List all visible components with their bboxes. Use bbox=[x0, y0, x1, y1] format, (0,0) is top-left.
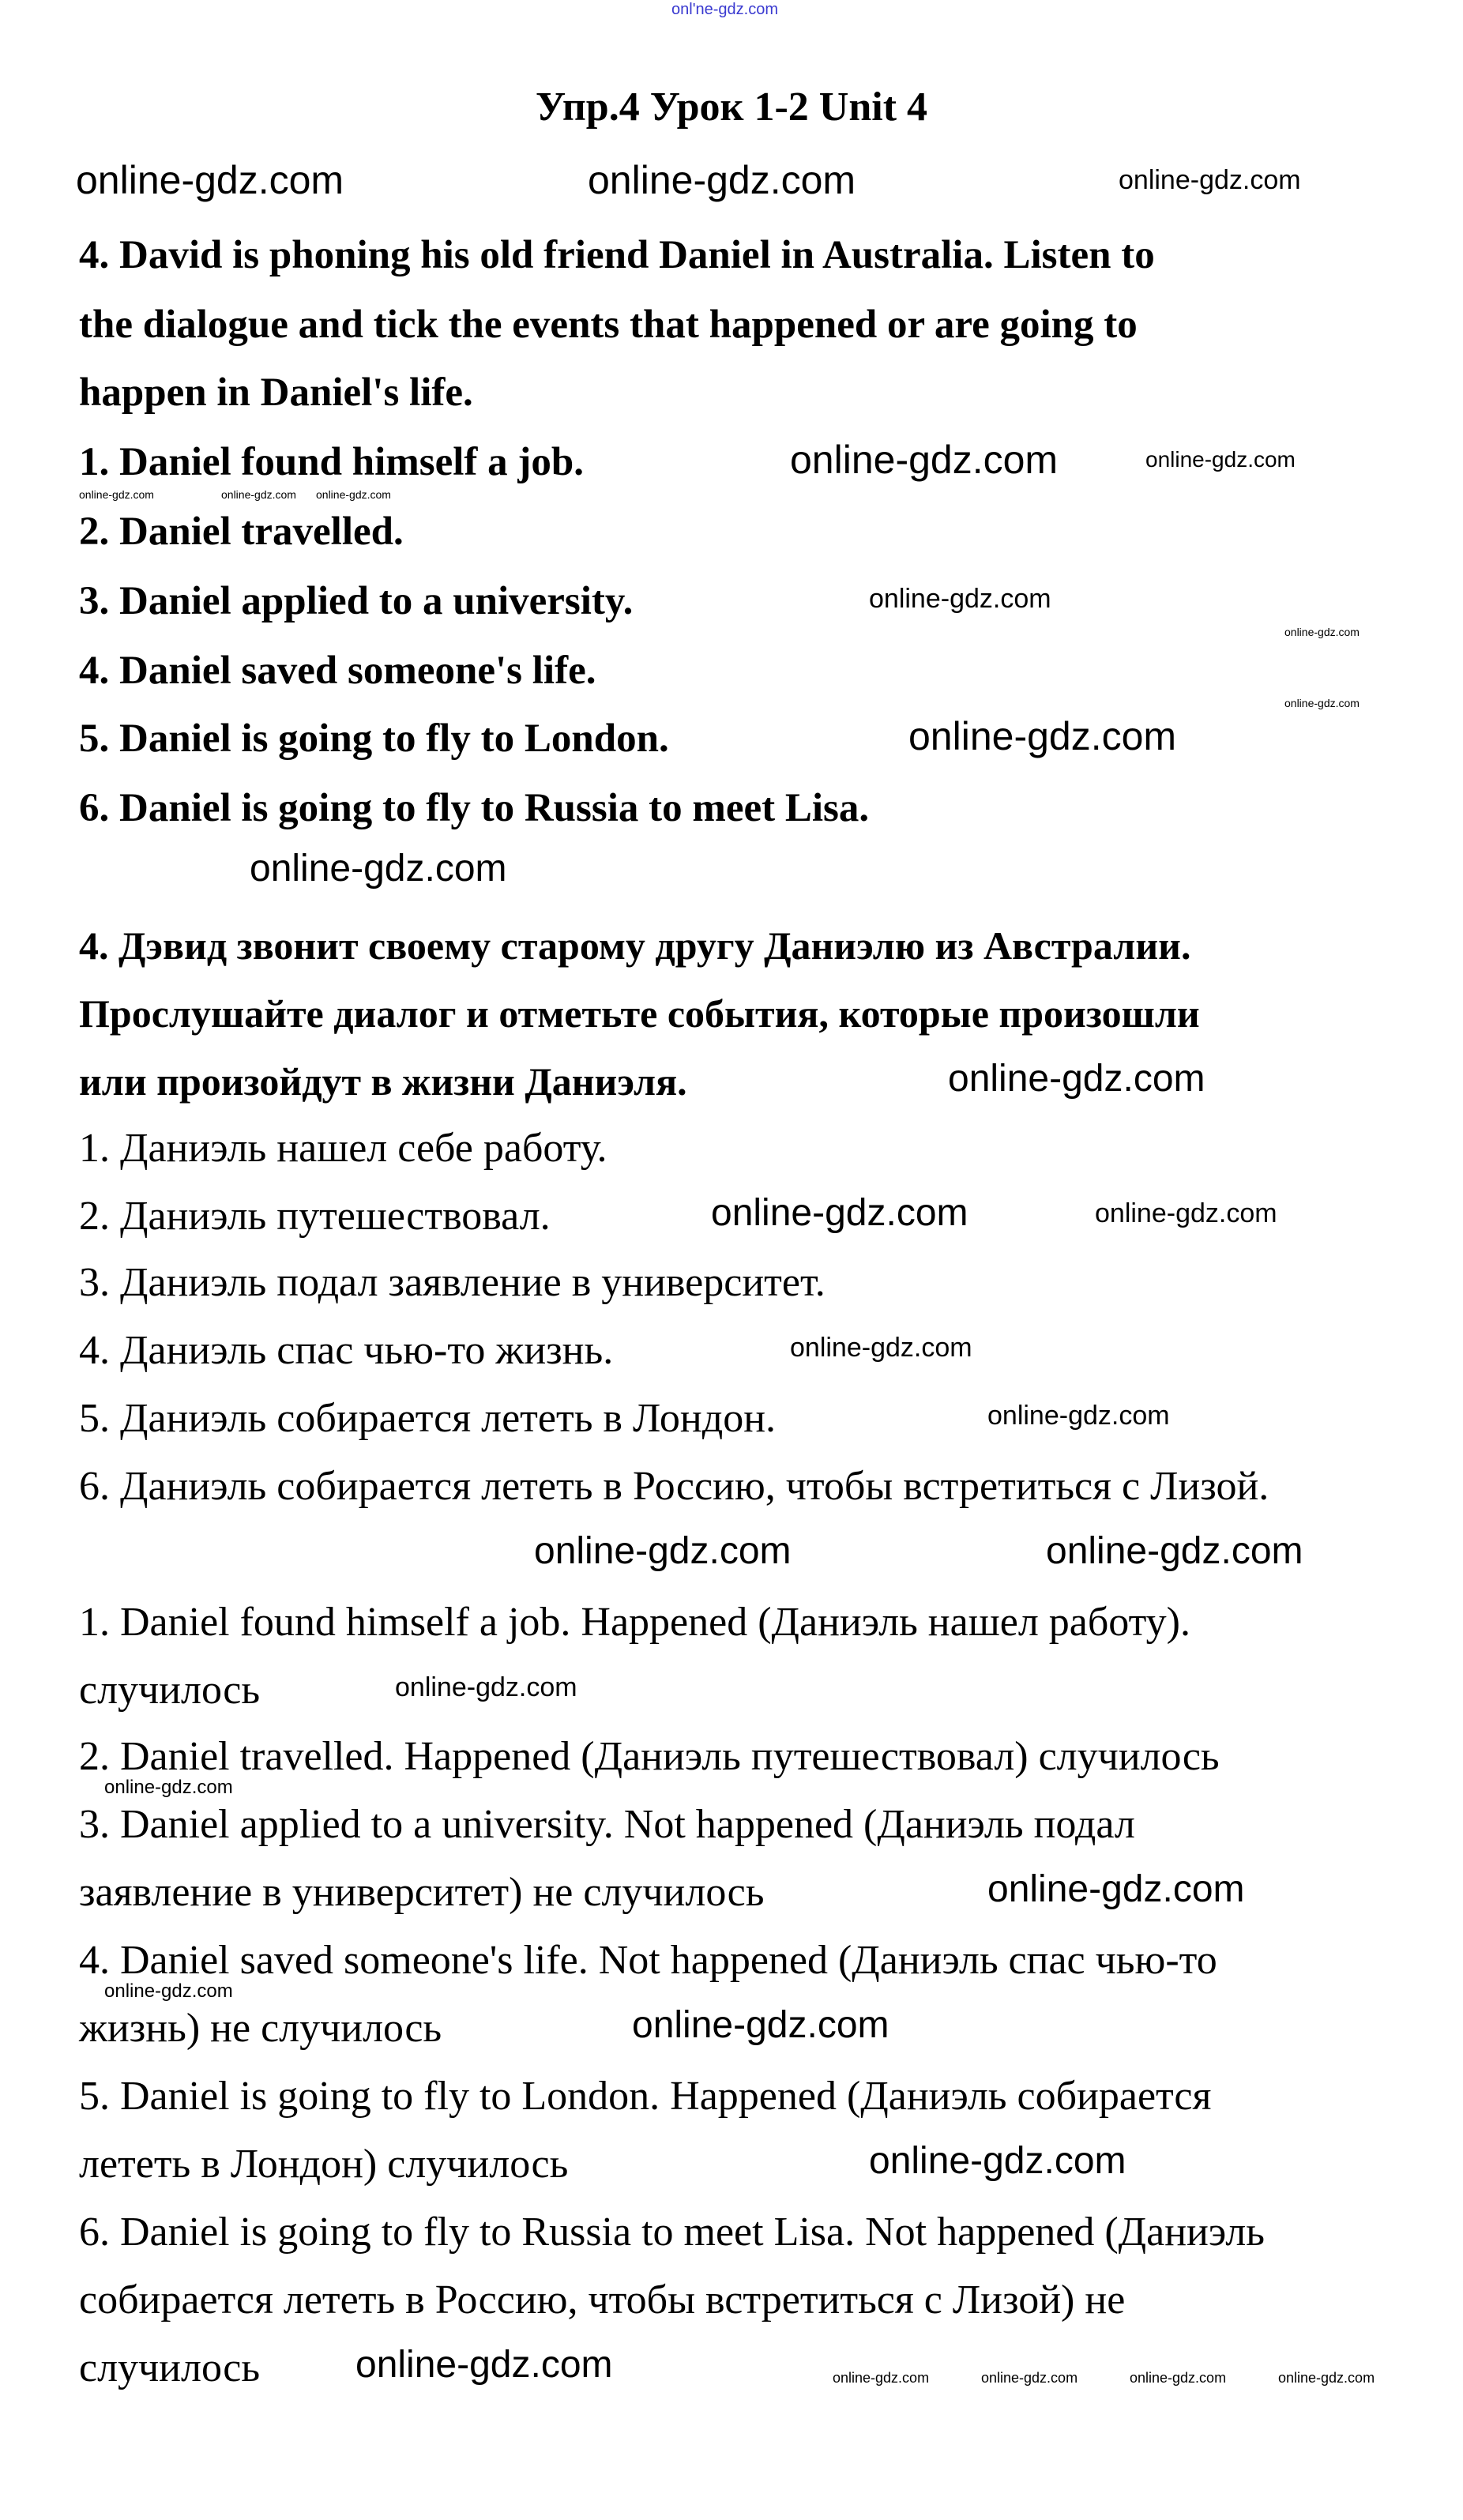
russian-task-item: 4. Даниэль спас чью-то жизнь. bbox=[79, 1328, 614, 1373]
russian-task-heading-line: Прослушайте диалог и отметьте события, которые произошли bbox=[79, 991, 1200, 1036]
english-task-line: 6. Daniel is going to fly to Russia to meet Lisa. bbox=[79, 786, 870, 830]
watermark: online-gdz.com bbox=[908, 714, 1177, 758]
watermark: online-gdz.com bbox=[1119, 165, 1301, 195]
english-task-line: 5. Daniel is going to fly to London. bbox=[79, 717, 669, 761]
watermark: online-gdz.com bbox=[1284, 626, 1360, 638]
watermark: online-gdz.com bbox=[632, 2004, 889, 2046]
watermark: online-gdz.com bbox=[104, 1980, 233, 2002]
watermark: online-gdz.com bbox=[869, 2140, 1126, 2182]
watermark: online-gdz.com bbox=[948, 1058, 1205, 1100]
russian-task-item: 5. Даниэль собирается лететь в Лондон. bbox=[79, 1396, 777, 1441]
english-task-line: 4. David is phoning his old friend Daniel in Australia. Listen to bbox=[79, 233, 1155, 277]
watermark: online-gdz.com bbox=[76, 158, 344, 202]
english-task-line: 2. Daniel travelled. bbox=[79, 510, 404, 554]
watermark: online-gdz.com bbox=[869, 584, 1051, 614]
english-task-line: 4. Daniel saved someone's life. bbox=[79, 649, 596, 693]
watermark: online-gdz.com bbox=[833, 2370, 930, 2386]
russian-task-heading-line: или произойдут в жизни Даниэля. bbox=[79, 1059, 687, 1104]
answer-line: 5. Daniel is going to fly to London. Happened (Даниэль собирается bbox=[79, 2074, 1212, 2119]
watermark: online-gdz.com bbox=[1284, 697, 1360, 709]
watermark: online-gdz.com bbox=[355, 2344, 613, 2386]
watermark: online-gdz.com bbox=[1046, 1530, 1303, 1572]
answer-line: случилось bbox=[79, 2345, 261, 2390]
page-title: Упр.4 Урок 1-2 Unit 4 bbox=[535, 85, 928, 130]
watermark: online-gdz.com bbox=[790, 1333, 972, 1363]
answer-line: лететь в Лондон) случилось bbox=[79, 2142, 569, 2187]
watermark: online-gdz.com bbox=[1130, 2370, 1227, 2386]
watermark: online-gdz.com bbox=[588, 158, 856, 202]
watermark: online-gdz.com bbox=[221, 488, 296, 501]
english-task-line: happen in Daniel's life. bbox=[79, 370, 473, 415]
watermark: online-gdz.com bbox=[1145, 447, 1296, 472]
watermark: online-gdz.com bbox=[395, 1672, 577, 1702]
answer-line: 2. Daniel travelled. Happened (Даниэль путешествовал) случилось bbox=[79, 1734, 1220, 1779]
russian-task-heading-line: 4. Дэвид звонит своему старому другу Даниэлю из Австралии. bbox=[79, 923, 1191, 968]
watermark: online-gdz.com bbox=[250, 848, 507, 890]
watermark: online-gdz.com bbox=[104, 1777, 233, 1798]
watermark: online-gdz.com bbox=[981, 2370, 1078, 2386]
watermark: online-gdz.com bbox=[790, 438, 1059, 482]
watermark: online-gdz.com bbox=[987, 1868, 1245, 1910]
answer-line: случилось bbox=[79, 1668, 261, 1713]
watermark: online-gdz.com bbox=[987, 1401, 1170, 1431]
english-task-line: the dialogue and tick the events that happened or are going to bbox=[79, 303, 1138, 347]
answer-line: 3. Daniel applied to a university. Not happened (Даниэль подал bbox=[79, 1802, 1135, 1847]
answer-line: 6. Daniel is going to fly to Russia to meet Lisa. Not happened (Даниэль bbox=[79, 2210, 1265, 2255]
english-task-line: 3. Daniel applied to a university. bbox=[79, 579, 634, 623]
answer-line: собирается лететь в Россию, чтобы встретиться с Лизой) не bbox=[79, 2277, 1126, 2323]
answer-line: 1. Daniel found himself a job. Happened (Даниэль нашел работу). bbox=[79, 1600, 1190, 1645]
watermark: online-gdz.com bbox=[534, 1530, 792, 1572]
russian-task-item: 1. Даниэль нашел себе работу. bbox=[79, 1126, 607, 1171]
russian-task-item: 6. Даниэль собирается лететь в Россию, чтобы встретиться с Лизой. bbox=[79, 1464, 1269, 1509]
russian-task-item: 3. Даниэль подал заявление в университет. bbox=[79, 1260, 826, 1305]
watermark: online-gdz.com bbox=[316, 488, 391, 501]
watermark: online-gdz.com bbox=[79, 488, 154, 501]
watermark: online-gdz.com bbox=[1278, 2370, 1375, 2386]
english-task-line: 1. Daniel found himself a job. bbox=[79, 440, 584, 484]
top-watermark: onl'ne-gdz.com bbox=[671, 1, 778, 18]
answer-line: жизнь) не случилось bbox=[79, 2006, 442, 2051]
answer-line: заявление в университет) не случилось bbox=[79, 1870, 765, 1915]
watermark: online-gdz.com bbox=[711, 1192, 968, 1234]
russian-task-item: 2. Даниэль путешествовал. bbox=[79, 1194, 551, 1239]
watermark: online-gdz.com bbox=[1095, 1198, 1277, 1228]
answer-line: 4. Daniel saved someone's life. Not happened (Даниэль спас чью-то bbox=[79, 1938, 1217, 1983]
